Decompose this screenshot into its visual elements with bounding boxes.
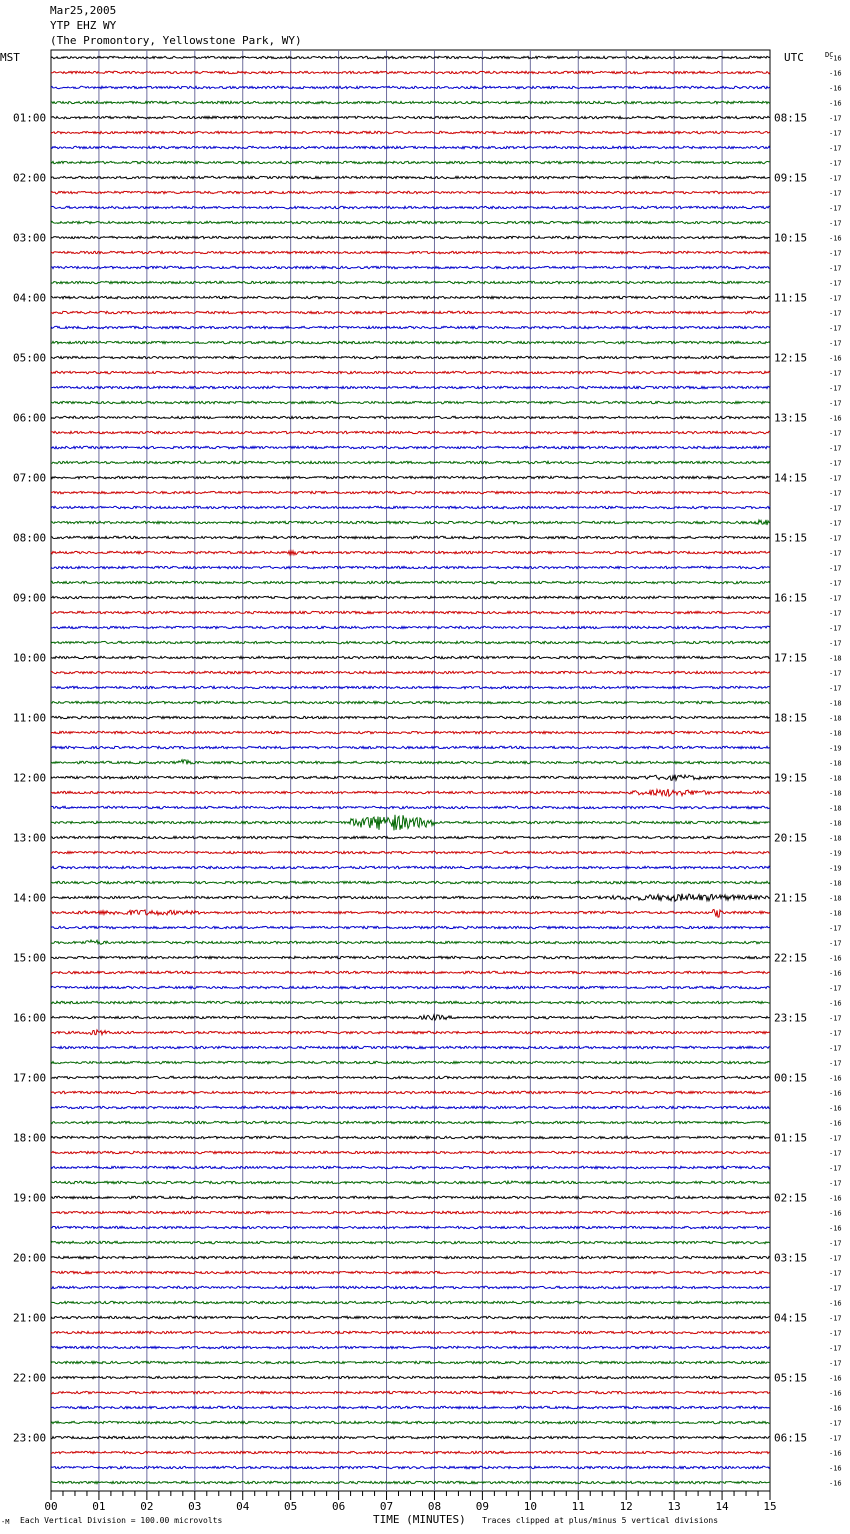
plot-frame bbox=[51, 50, 770, 1491]
trace-offset-label: -18 bbox=[829, 789, 842, 798]
x-tick-label: 09 bbox=[475, 1500, 490, 1513]
trace-line bbox=[51, 281, 770, 283]
trace-line bbox=[51, 1481, 770, 1483]
trace-line bbox=[51, 221, 770, 223]
trace-line bbox=[51, 1421, 770, 1423]
trace-offset-label: -17 bbox=[829, 1149, 842, 1158]
trace-offset-label: -18 bbox=[829, 804, 842, 813]
trace-line bbox=[51, 520, 770, 525]
axis-layer bbox=[13, 55, 842, 1514]
left-hour-label: 20:00 bbox=[13, 1251, 47, 1265]
grid-layer bbox=[51, 50, 770, 1491]
trace-offset-label: -17 bbox=[829, 279, 842, 288]
right-hour-label: 03:15 bbox=[774, 1251, 808, 1265]
trace-offset-label: -17 bbox=[829, 1254, 842, 1263]
trace-line bbox=[51, 1361, 770, 1363]
trace-offset-label: -17 bbox=[829, 1359, 842, 1368]
trace-offset-label: -16 bbox=[829, 414, 842, 423]
left-hour-label: 14:00 bbox=[13, 891, 47, 905]
trace-line bbox=[51, 476, 770, 478]
right-hour-label: 18:15 bbox=[774, 711, 808, 725]
trace-offset-label: -16 bbox=[829, 1464, 842, 1473]
corner-mark: -M bbox=[1, 1518, 10, 1526]
right-hour-label: 01:15 bbox=[774, 1131, 808, 1145]
trace-line bbox=[51, 1046, 770, 1048]
dc-label: DC bbox=[825, 51, 834, 59]
trace-line bbox=[51, 926, 770, 928]
trace-line bbox=[51, 1331, 770, 1333]
trace-offset-label: -17 bbox=[829, 1434, 842, 1443]
trace-line bbox=[51, 446, 770, 448]
trace-offset-label: -16 bbox=[829, 1299, 842, 1308]
left-hour-label: 12:00 bbox=[13, 771, 47, 785]
trace-offset-label: -17 bbox=[829, 504, 842, 513]
left-hour-label: 17:00 bbox=[13, 1071, 47, 1085]
trace-line bbox=[51, 1181, 770, 1184]
trace-line bbox=[51, 815, 770, 831]
trace-offset-label: -16 bbox=[829, 1224, 842, 1233]
trace-offset-label: -16 bbox=[829, 1119, 842, 1128]
trace-offset-label: -17 bbox=[829, 924, 842, 933]
right-timezone-label: UTC bbox=[784, 51, 804, 64]
trace-layer bbox=[51, 56, 770, 1483]
trace-line bbox=[51, 1301, 770, 1303]
right-hour-label: 16:15 bbox=[774, 591, 808, 605]
trace-line bbox=[51, 251, 770, 253]
trace-line bbox=[51, 116, 770, 118]
trace-line bbox=[51, 626, 770, 628]
trace-offset-label: -17 bbox=[829, 639, 842, 648]
trace-line bbox=[51, 1211, 770, 1213]
trace-offset-label: -17 bbox=[829, 459, 842, 468]
left-hour-label: 10:00 bbox=[13, 651, 47, 665]
header-date: Mar25,2005 bbox=[50, 4, 117, 17]
x-tick-label: 10 bbox=[523, 1500, 537, 1513]
trace-offset-label: -16 bbox=[829, 99, 842, 108]
trace-offset-label: -19 bbox=[829, 849, 842, 858]
trace-offset-label: -17 bbox=[829, 204, 842, 213]
right-hour-label: 00:15 bbox=[774, 1071, 808, 1085]
trace-line bbox=[51, 311, 770, 313]
left-hour-label: 15:00 bbox=[13, 951, 47, 965]
trace-offset-label: -17 bbox=[829, 249, 842, 258]
trace-offset-label: -16 bbox=[829, 999, 842, 1008]
right-hour-label: 04:15 bbox=[774, 1311, 808, 1325]
trace-offset-label: -18 bbox=[829, 759, 842, 768]
trace-offset-label: -17 bbox=[829, 609, 842, 618]
trace-line bbox=[51, 1376, 770, 1378]
trace-line bbox=[51, 536, 770, 538]
trace-offset-label: -16 bbox=[829, 1479, 842, 1488]
right-hour-label: 06:15 bbox=[774, 1431, 808, 1445]
trace-line bbox=[51, 641, 770, 643]
trace-line bbox=[51, 956, 770, 958]
trace-offset-label: -17 bbox=[829, 294, 842, 303]
trace-line bbox=[51, 566, 770, 568]
trace-line bbox=[51, 1271, 770, 1273]
left-timezone-label: MST bbox=[0, 51, 20, 64]
trace-line bbox=[51, 1391, 770, 1393]
trace-offset-label: -17 bbox=[829, 1179, 842, 1188]
trace-line bbox=[51, 671, 770, 673]
trace-line bbox=[51, 716, 770, 718]
trace-line bbox=[51, 1466, 770, 1468]
x-tick-label: 00 bbox=[44, 1500, 58, 1513]
left-hour-label: 21:00 bbox=[13, 1311, 47, 1325]
trace-offset-label: -18 bbox=[829, 879, 842, 888]
trace-offset-label: -18 bbox=[829, 729, 842, 738]
trace-offset-label: -17 bbox=[829, 399, 842, 408]
trace-offset-label: -17 bbox=[829, 174, 842, 183]
trace-offset-label: -17 bbox=[829, 159, 842, 168]
trace-line bbox=[51, 1451, 770, 1453]
trace-line bbox=[51, 371, 770, 373]
trace-offset-label: -17 bbox=[829, 1329, 842, 1338]
trace-line bbox=[51, 1106, 770, 1108]
left-hour-label: 22:00 bbox=[13, 1371, 47, 1385]
trace-line bbox=[51, 56, 770, 58]
trace-line bbox=[51, 1091, 770, 1093]
trace-offset-label: -16 bbox=[829, 84, 842, 93]
scale-note: Each Vertical Division = 100.00 microvolts bbox=[20, 1516, 223, 1525]
trace-offset-label: -17 bbox=[829, 129, 842, 138]
right-hour-label: 11:15 bbox=[774, 291, 808, 305]
x-tick-label: 14 bbox=[715, 1500, 729, 1513]
trace-line bbox=[51, 236, 770, 238]
trace-line bbox=[51, 1436, 770, 1438]
trace-offset-label: -17 bbox=[829, 1059, 842, 1068]
trace-line bbox=[51, 326, 770, 328]
header-station: YTP EHZ WY bbox=[50, 19, 117, 32]
trace-offset-label: -18 bbox=[829, 774, 842, 783]
trace-offset-label: -19 bbox=[829, 864, 842, 873]
trace-line bbox=[51, 101, 770, 103]
trace-offset-label: -17 bbox=[829, 684, 842, 693]
trace-line bbox=[51, 686, 770, 688]
trace-line bbox=[51, 971, 770, 973]
trace-line bbox=[51, 1136, 770, 1138]
left-hour-label: 13:00 bbox=[13, 831, 47, 845]
right-hour-label: 21:15 bbox=[774, 891, 808, 905]
trace-line bbox=[51, 86, 770, 88]
trace-offset-label: -18 bbox=[829, 894, 842, 903]
trace-offset-label: -16 bbox=[829, 1074, 842, 1083]
trace-offset-label: -16 bbox=[829, 1089, 842, 1098]
trace-offset-label: -18 bbox=[829, 699, 842, 708]
right-hour-label: 02:15 bbox=[774, 1191, 808, 1205]
trace-line bbox=[51, 881, 770, 883]
right-hour-label: 09:15 bbox=[774, 171, 808, 185]
trace-line bbox=[51, 789, 770, 796]
clip-note: Traces clipped at plus/minus 5 vertical divisions bbox=[482, 1516, 719, 1525]
trace-offset-label: -17 bbox=[829, 309, 842, 318]
trace-offset-label: -17 bbox=[829, 579, 842, 588]
x-tick-label: 01 bbox=[92, 1500, 106, 1513]
x-tick-label: 13 bbox=[667, 1500, 681, 1513]
trace-offset-label: -17 bbox=[829, 519, 842, 528]
trace-offset-label: -17 bbox=[829, 369, 842, 378]
right-hour-label: 23:15 bbox=[774, 1011, 808, 1025]
header-location: (The Promontory, Yellowstone Park, WY) bbox=[50, 34, 302, 47]
left-hour-label: 18:00 bbox=[13, 1131, 47, 1145]
trace-offset-label: -17 bbox=[829, 1419, 842, 1428]
right-hour-label: 08:15 bbox=[774, 111, 808, 125]
trace-line bbox=[51, 866, 770, 868]
trace-line bbox=[51, 1196, 770, 1198]
trace-line bbox=[51, 191, 770, 193]
trace-offset-label: -18 bbox=[829, 834, 842, 843]
left-hour-label: 09:00 bbox=[13, 591, 47, 605]
left-hour-label: 02:00 bbox=[13, 171, 47, 185]
trace-offset-label: -17 bbox=[829, 324, 842, 333]
trace-offset-label: -17 bbox=[829, 594, 842, 603]
left-hour-label: 05:00 bbox=[13, 351, 47, 365]
trace-line bbox=[51, 986, 770, 988]
trace-line bbox=[51, 1166, 770, 1168]
trace-line bbox=[51, 206, 770, 208]
trace-offset-label: -17 bbox=[829, 1029, 842, 1038]
trace-line bbox=[51, 1226, 770, 1228]
trace-line bbox=[51, 836, 770, 838]
trace-offset-label: -17 bbox=[829, 984, 842, 993]
left-hour-label: 06:00 bbox=[13, 411, 47, 425]
trace-offset-label: -17 bbox=[829, 444, 842, 453]
trace-line bbox=[51, 894, 770, 902]
trace-offset-label: -16 bbox=[829, 69, 842, 78]
trace-line bbox=[51, 1241, 770, 1243]
trace-line bbox=[51, 940, 770, 944]
left-hour-label: 01:00 bbox=[13, 111, 47, 125]
right-hour-label: 19:15 bbox=[774, 771, 808, 785]
trace-offset-label: -17 bbox=[829, 1344, 842, 1353]
x-axis-title: TIME (MINUTES) bbox=[373, 1513, 466, 1526]
trace-offset-label: -17 bbox=[829, 549, 842, 558]
right-hour-label: 10:15 bbox=[774, 231, 808, 245]
trace-line bbox=[51, 851, 770, 853]
trace-line bbox=[51, 596, 770, 598]
right-hour-label: 12:15 bbox=[774, 351, 808, 365]
trace-offset-label: -16 bbox=[829, 1209, 842, 1218]
right-hour-label: 22:15 bbox=[774, 951, 808, 965]
trace-line bbox=[51, 731, 770, 733]
trace-offset-label: -16 bbox=[829, 954, 842, 963]
trace-offset-label: -17 bbox=[829, 339, 842, 348]
right-hour-label: 17:15 bbox=[774, 651, 808, 665]
left-hour-label: 16:00 bbox=[13, 1011, 47, 1025]
trace-offset-label: -17 bbox=[829, 219, 842, 228]
trace-offset-label: -16 bbox=[829, 1374, 842, 1383]
trace-offset-label: -17 bbox=[829, 1014, 842, 1023]
right-hour-label: 15:15 bbox=[774, 531, 808, 545]
trace-line bbox=[51, 176, 770, 178]
trace-line bbox=[51, 386, 770, 388]
left-hour-label: 19:00 bbox=[13, 1191, 47, 1205]
trace-line bbox=[51, 806, 770, 808]
trace-offset-label: -17 bbox=[829, 1044, 842, 1053]
x-tick-label: 07 bbox=[379, 1500, 394, 1513]
x-tick-label: 05 bbox=[284, 1500, 298, 1513]
trace-line bbox=[51, 1346, 770, 1348]
trace-line bbox=[51, 611, 770, 613]
trace-line bbox=[51, 1286, 770, 1288]
trace-offset-label: -18 bbox=[829, 714, 842, 723]
trace-offset-label: -16 bbox=[829, 1389, 842, 1398]
trace-offset-label: -17 bbox=[829, 144, 842, 153]
left-hour-label: 08:00 bbox=[13, 531, 47, 545]
trace-offset-label: -16 bbox=[829, 1404, 842, 1413]
trace-offset-label: -18 bbox=[829, 909, 842, 918]
trace-line bbox=[51, 656, 770, 658]
trace-line bbox=[51, 1406, 770, 1408]
trace-line bbox=[51, 1121, 770, 1123]
trace-line bbox=[51, 760, 770, 765]
right-hour-label: 20:15 bbox=[774, 831, 808, 845]
trace-line bbox=[51, 581, 770, 583]
trace-offset-label: -17 bbox=[829, 669, 842, 678]
trace-line bbox=[51, 491, 770, 493]
trace-line bbox=[51, 416, 770, 418]
trace-line bbox=[51, 401, 770, 403]
trace-offset-label: -17 bbox=[829, 429, 842, 438]
trace-offset-label: -17 bbox=[829, 384, 842, 393]
trace-line bbox=[51, 1316, 770, 1318]
x-tick-label: 12 bbox=[619, 1500, 633, 1513]
left-hour-label: 23:00 bbox=[13, 1431, 47, 1445]
trace-line bbox=[51, 146, 770, 148]
trace-line bbox=[51, 1076, 770, 1078]
trace-offset-label: -17 bbox=[829, 189, 842, 198]
trace-offset-label: -17 bbox=[829, 114, 842, 123]
trace-line bbox=[51, 1256, 770, 1258]
x-tick-label: 06 bbox=[331, 1500, 346, 1513]
trace-line bbox=[51, 910, 770, 918]
trace-line bbox=[51, 461, 770, 463]
trace-offset-label: -16 bbox=[829, 354, 842, 363]
trace-offset-label: -19 bbox=[829, 744, 842, 753]
trace-offset-label: -18 bbox=[829, 654, 842, 663]
trace-line bbox=[51, 1061, 770, 1063]
trace-offset-label: -17 bbox=[829, 1164, 842, 1173]
trace-line bbox=[51, 431, 770, 433]
trace-line bbox=[51, 1030, 770, 1035]
trace-offset-label: -17 bbox=[829, 939, 842, 948]
trace-offset-label: -16 bbox=[829, 969, 842, 978]
trace-line bbox=[51, 1015, 770, 1020]
trace-offset-label: -17 bbox=[829, 1134, 842, 1143]
trace-line bbox=[51, 356, 770, 358]
trace-offset-label: -17 bbox=[829, 564, 842, 573]
right-hour-label: 13:15 bbox=[774, 411, 808, 425]
trace-line bbox=[51, 506, 770, 508]
trace-offset-label: -17 bbox=[829, 474, 842, 483]
left-hour-label: 03:00 bbox=[13, 231, 47, 245]
left-hour-label: 04:00 bbox=[13, 291, 47, 305]
trace-line bbox=[51, 296, 770, 298]
trace-line bbox=[51, 701, 770, 703]
x-tick-label: 08 bbox=[427, 1500, 442, 1513]
x-tick-label: 15 bbox=[763, 1500, 777, 1513]
trace-line bbox=[51, 71, 770, 73]
x-tick-label: 02 bbox=[140, 1500, 154, 1513]
trace-line bbox=[51, 1151, 770, 1153]
trace-line bbox=[51, 746, 770, 748]
trace-line bbox=[51, 551, 770, 555]
trace-offset-label: -17 bbox=[829, 1269, 842, 1278]
trace-offset-label: -17 bbox=[829, 1284, 842, 1293]
trace-line bbox=[51, 1001, 770, 1003]
trace-line bbox=[51, 161, 770, 163]
trace-offset-label: -16 bbox=[829, 1194, 842, 1203]
trace-line bbox=[51, 131, 770, 133]
trace-line bbox=[51, 775, 770, 781]
trace-offset-label: -17 bbox=[829, 534, 842, 543]
trace-offset-label: -17 bbox=[829, 1314, 842, 1323]
trace-line bbox=[51, 341, 770, 343]
trace-offset-label: -16 bbox=[829, 54, 842, 63]
trace-offset-label: -17 bbox=[829, 489, 842, 498]
right-hour-label: 05:15 bbox=[774, 1371, 808, 1385]
trace-offset-label: -17 bbox=[829, 1239, 842, 1248]
trace-offset-label: -18 bbox=[829, 819, 842, 828]
trace-offset-label: -16 bbox=[829, 1449, 842, 1458]
trace-offset-label: -17 bbox=[829, 624, 842, 633]
trace-line bbox=[51, 266, 770, 268]
trace-offset-label: -17 bbox=[829, 264, 842, 273]
trace-offset-label: -16 bbox=[829, 1104, 842, 1113]
x-tick-label: 04 bbox=[236, 1500, 250, 1513]
right-hour-label: 14:15 bbox=[774, 471, 808, 485]
left-hour-label: 07:00 bbox=[13, 471, 47, 485]
x-tick-label: 03 bbox=[188, 1500, 202, 1513]
trace-offset-label: -16 bbox=[829, 234, 842, 243]
x-tick-label: 11 bbox=[571, 1500, 585, 1513]
left-hour-label: 11:00 bbox=[13, 711, 47, 725]
